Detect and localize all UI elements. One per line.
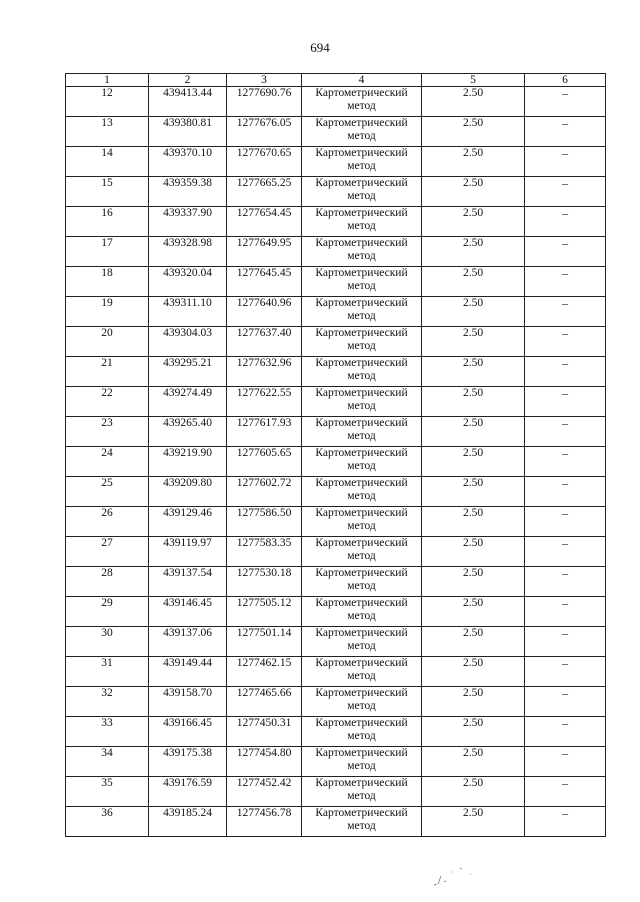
- note-cell: –: [525, 447, 606, 477]
- point-number-cell: 26: [66, 507, 149, 537]
- table-row: [66, 777, 606, 807]
- method-cell: Картометрический метод: [302, 147, 422, 177]
- note-cell: –: [525, 477, 606, 507]
- x-coordinate-cell: 439158.70: [149, 687, 227, 717]
- note-cell: –: [525, 717, 606, 747]
- table-header-row: [66, 74, 606, 87]
- accuracy-cell: 2.50: [422, 177, 525, 207]
- method-cell: Картометрический метод: [302, 477, 422, 507]
- y-coordinate-cell: 1277649.95: [227, 237, 302, 267]
- x-coordinate-cell: 439175.38: [149, 747, 227, 777]
- table-row: [66, 507, 606, 537]
- method-cell: Картометрический метод: [302, 327, 422, 357]
- note-cell: –: [525, 237, 606, 267]
- table-row: [66, 267, 606, 297]
- point-number-cell: 19: [66, 297, 149, 327]
- x-coordinate-cell: 439413.44: [149, 87, 227, 117]
- point-number-cell: 34: [66, 747, 149, 777]
- accuracy-cell: 2.50: [422, 717, 525, 747]
- method-cell: Картометрический метод: [302, 87, 422, 117]
- method-cell: Картометрический метод: [302, 537, 422, 567]
- column-header: 3: [227, 74, 302, 87]
- method-cell: Картометрический метод: [302, 717, 422, 747]
- note-cell: –: [525, 537, 606, 567]
- accuracy-cell: 2.50: [422, 357, 525, 387]
- table-row: [66, 597, 606, 627]
- point-number-cell: 13: [66, 117, 149, 147]
- method-cell: Картометрический метод: [302, 447, 422, 477]
- point-number-cell: 14: [66, 147, 149, 177]
- method-cell: Картометрический метод: [302, 747, 422, 777]
- point-number-cell: 36: [66, 807, 149, 837]
- point-number-cell: 32: [66, 687, 149, 717]
- column-header: 2: [149, 74, 227, 87]
- y-coordinate-cell: 1277665.25: [227, 177, 302, 207]
- y-coordinate-cell: 1277605.65: [227, 447, 302, 477]
- table-row: [66, 567, 606, 597]
- table-body: [66, 87, 606, 837]
- x-coordinate-cell: 439137.06: [149, 627, 227, 657]
- accuracy-cell: 2.50: [422, 567, 525, 597]
- note-cell: –: [525, 117, 606, 147]
- y-coordinate-cell: 1277586.50: [227, 507, 302, 537]
- column-header: 5: [422, 74, 525, 87]
- accuracy-cell: 2.50: [422, 147, 525, 177]
- method-cell: Картометрический метод: [302, 417, 422, 447]
- x-coordinate-cell: 439166.45: [149, 717, 227, 747]
- table-row: [66, 747, 606, 777]
- y-coordinate-cell: 1277452.42: [227, 777, 302, 807]
- point-number-cell: 15: [66, 177, 149, 207]
- method-cell: Картометрический метод: [302, 777, 422, 807]
- point-number-cell: 28: [66, 567, 149, 597]
- x-coordinate-cell: 439311.10: [149, 297, 227, 327]
- y-coordinate-cell: 1277450.31: [227, 717, 302, 747]
- page-number: 694: [310, 40, 330, 55]
- x-coordinate-cell: 439359.38: [149, 177, 227, 207]
- x-coordinate-cell: 439185.24: [149, 807, 227, 837]
- point-number-cell: 23: [66, 417, 149, 447]
- y-coordinate-cell: 1277617.93: [227, 417, 302, 447]
- point-number-cell: 30: [66, 627, 149, 657]
- note-cell: –: [525, 597, 606, 627]
- y-coordinate-cell: 1277670.65: [227, 147, 302, 177]
- accuracy-cell: 2.50: [422, 387, 525, 417]
- note-cell: –: [525, 87, 606, 117]
- y-coordinate-cell: 1277632.96: [227, 357, 302, 387]
- x-coordinate-cell: 439370.10: [149, 147, 227, 177]
- accuracy-cell: 2.50: [422, 747, 525, 777]
- note-cell: –: [525, 327, 606, 357]
- note-cell: –: [525, 627, 606, 657]
- note-cell: –: [525, 267, 606, 297]
- table-row: [66, 687, 606, 717]
- accuracy-cell: 2.50: [422, 417, 525, 447]
- accuracy-cell: 2.50: [422, 627, 525, 657]
- accuracy-cell: 2.50: [422, 237, 525, 267]
- accuracy-cell: 2.50: [422, 537, 525, 567]
- y-coordinate-cell: 1277602.72: [227, 477, 302, 507]
- accuracy-cell: 2.50: [422, 297, 525, 327]
- table-row: [66, 147, 606, 177]
- column-header: 1: [66, 74, 149, 87]
- point-number-cell: 27: [66, 537, 149, 567]
- note-cell: –: [525, 177, 606, 207]
- note-cell: –: [525, 207, 606, 237]
- accuracy-cell: 2.50: [422, 267, 525, 297]
- method-cell: Картометрический метод: [302, 807, 422, 837]
- method-cell: Картометрический метод: [302, 267, 422, 297]
- x-coordinate-cell: 439119.97: [149, 537, 227, 567]
- x-coordinate-cell: 439328.98: [149, 237, 227, 267]
- table-row: [66, 117, 606, 147]
- note-cell: –: [525, 387, 606, 417]
- pencil-mark: [430, 858, 490, 888]
- y-coordinate-cell: 1277640.96: [227, 297, 302, 327]
- table-row: [66, 387, 606, 417]
- method-cell: Картометрический метод: [302, 357, 422, 387]
- note-cell: –: [525, 777, 606, 807]
- note-cell: –: [525, 357, 606, 387]
- table-row: [66, 717, 606, 747]
- y-coordinate-cell: 1277622.55: [227, 387, 302, 417]
- table-row: [66, 357, 606, 387]
- point-number-cell: 12: [66, 87, 149, 117]
- method-cell: Картометрический метод: [302, 687, 422, 717]
- x-coordinate-cell: 439149.44: [149, 657, 227, 687]
- point-number-cell: 35: [66, 777, 149, 807]
- table-row: [66, 177, 606, 207]
- point-number-cell: 25: [66, 477, 149, 507]
- y-coordinate-cell: 1277530.18: [227, 567, 302, 597]
- point-number-cell: 16: [66, 207, 149, 237]
- x-coordinate-cell: 439209.80: [149, 477, 227, 507]
- table-row: [66, 237, 606, 267]
- table-row: [66, 537, 606, 567]
- table-row: [66, 417, 606, 447]
- point-number-cell: 29: [66, 597, 149, 627]
- y-coordinate-cell: 1277690.76: [227, 87, 302, 117]
- x-coordinate-cell: 439219.90: [149, 447, 227, 477]
- accuracy-cell: 2.50: [422, 327, 525, 357]
- method-cell: Картометрический метод: [302, 507, 422, 537]
- note-cell: –: [525, 747, 606, 777]
- table-row: [66, 807, 606, 837]
- y-coordinate-cell: 1277462.15: [227, 657, 302, 687]
- accuracy-cell: 2.50: [422, 597, 525, 627]
- y-coordinate-cell: 1277456.78: [227, 807, 302, 837]
- accuracy-cell: 2.50: [422, 207, 525, 237]
- x-coordinate-cell: 439265.40: [149, 417, 227, 447]
- note-cell: –: [525, 807, 606, 837]
- y-coordinate-cell: 1277637.40: [227, 327, 302, 357]
- accuracy-cell: 2.50: [422, 657, 525, 687]
- y-coordinate-cell: 1277501.14: [227, 627, 302, 657]
- method-cell: Картометрический метод: [302, 297, 422, 327]
- table-row: [66, 297, 606, 327]
- y-coordinate-cell: 1277505.12: [227, 597, 302, 627]
- note-cell: –: [525, 657, 606, 687]
- accuracy-cell: 2.50: [422, 687, 525, 717]
- note-cell: –: [525, 507, 606, 537]
- method-cell: Картометрический метод: [302, 117, 422, 147]
- x-coordinate-cell: 439380.81: [149, 117, 227, 147]
- y-coordinate-cell: 1277454.80: [227, 747, 302, 777]
- method-cell: Картометрический метод: [302, 207, 422, 237]
- accuracy-cell: 2.50: [422, 87, 525, 117]
- table-row: [66, 87, 606, 117]
- accuracy-cell: 2.50: [422, 507, 525, 537]
- point-number-cell: 17: [66, 237, 149, 267]
- note-cell: –: [525, 147, 606, 177]
- table-row: [66, 327, 606, 357]
- point-number-cell: 31: [66, 657, 149, 687]
- x-coordinate-cell: 439320.04: [149, 267, 227, 297]
- x-coordinate-cell: 439146.45: [149, 597, 227, 627]
- table-row: [66, 477, 606, 507]
- note-cell: –: [525, 567, 606, 597]
- x-coordinate-cell: 439304.03: [149, 327, 227, 357]
- table-row: [66, 627, 606, 657]
- x-coordinate-cell: 439137.54: [149, 567, 227, 597]
- point-number-cell: 33: [66, 717, 149, 747]
- note-cell: –: [525, 417, 606, 447]
- column-header: 4: [302, 74, 422, 87]
- accuracy-cell: 2.50: [422, 117, 525, 147]
- x-coordinate-cell: 439274.49: [149, 387, 227, 417]
- x-coordinate-cell: 439337.90: [149, 207, 227, 237]
- x-coordinate-cell: 439129.46: [149, 507, 227, 537]
- y-coordinate-cell: 1277676.05: [227, 117, 302, 147]
- method-cell: Картометрический метод: [302, 657, 422, 687]
- y-coordinate-cell: 1277654.45: [227, 207, 302, 237]
- note-cell: –: [525, 297, 606, 327]
- y-coordinate-cell: 1277645.45: [227, 267, 302, 297]
- point-number-cell: 24: [66, 447, 149, 477]
- point-number-cell: 22: [66, 387, 149, 417]
- point-number-cell: 18: [66, 267, 149, 297]
- note-cell: –: [525, 687, 606, 717]
- method-cell: Картометрический метод: [302, 567, 422, 597]
- y-coordinate-cell: 1277583.35: [227, 537, 302, 567]
- y-coordinate-cell: 1277465.66: [227, 687, 302, 717]
- method-cell: Картометрический метод: [302, 237, 422, 267]
- method-cell: Картометрический метод: [302, 177, 422, 207]
- table-row: [66, 207, 606, 237]
- point-number-cell: 20: [66, 327, 149, 357]
- accuracy-cell: 2.50: [422, 447, 525, 477]
- column-header: 6: [525, 74, 606, 87]
- point-number-cell: 21: [66, 357, 149, 387]
- method-cell: Картометрический метод: [302, 387, 422, 417]
- method-cell: Картометрический метод: [302, 627, 422, 657]
- table-row: [66, 447, 606, 477]
- method-cell: Картометрический метод: [302, 597, 422, 627]
- accuracy-cell: 2.50: [422, 777, 525, 807]
- accuracy-cell: 2.50: [422, 807, 525, 837]
- table-row: [66, 657, 606, 687]
- accuracy-cell: 2.50: [422, 477, 525, 507]
- x-coordinate-cell: 439176.59: [149, 777, 227, 807]
- x-coordinate-cell: 439295.21: [149, 357, 227, 387]
- coordinates-table: [65, 73, 606, 837]
